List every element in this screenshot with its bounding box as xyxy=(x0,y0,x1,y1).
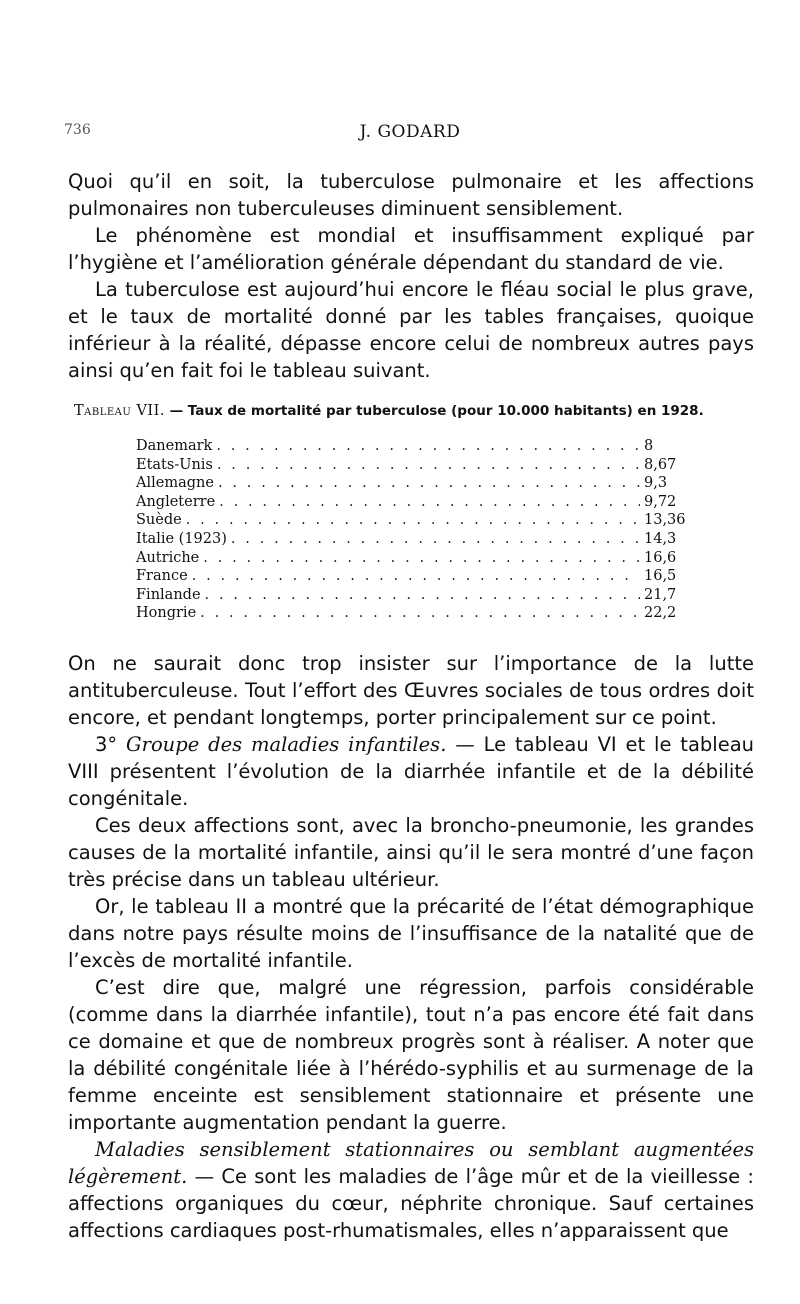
country-name: Suède xyxy=(136,512,182,529)
table-row xyxy=(136,568,714,587)
table-caption xyxy=(74,403,764,419)
paragraph-precarite: Or, le tableau II a montré que la précarité de l’état démographique dans notre pays résulte moins de l’insuffisance de la natalité que de l’excès de mortalité infantile. xyxy=(68,895,754,972)
mortality-rate: 8,67 xyxy=(644,456,677,473)
dot-leader xyxy=(217,457,640,473)
running-title: J. GODARD xyxy=(359,122,461,142)
section-number: 3° xyxy=(95,733,118,756)
dot-leader xyxy=(216,438,640,454)
mortality-rate: 21,7 xyxy=(644,586,677,603)
country-name: Danemark xyxy=(136,438,213,454)
table-row xyxy=(136,550,714,569)
mortality-rate: 16,5 xyxy=(644,568,677,585)
paragraph-maladies-stationnaires xyxy=(68,1136,754,1244)
country-name: Angleterre xyxy=(136,493,216,510)
dot-leader xyxy=(231,531,640,547)
mortality-rate: 22,2 xyxy=(644,605,677,622)
country-name: Finlande xyxy=(136,586,201,603)
section-title-stationnaires: Maladies sensiblement stationnaires ou semblant augmentées légèrement. xyxy=(68,1138,754,1188)
dot-leader xyxy=(203,550,640,566)
mortality-rate: 8 xyxy=(644,438,654,454)
dot-leader xyxy=(218,475,640,491)
running-head xyxy=(60,122,760,144)
table-label: Tableau VII. xyxy=(74,403,165,419)
dot-leader xyxy=(186,512,640,528)
country-name: France xyxy=(136,568,188,585)
intro-paragraph-3: La tuberculose est aujourd’hui encore le fléau social le plus grave, et le taux de mortalité donné par les tables françaises, quoique inférieur à la réalité, dépasse encore celui de nombreux autres pays ainsi qu’en fait foi le tableau suivant. xyxy=(68,278,754,382)
table-row xyxy=(136,605,714,624)
table-row xyxy=(136,494,714,513)
dot-leader xyxy=(205,587,640,603)
dot-leader xyxy=(200,605,640,621)
section-title-infantiles: Groupe des maladies infantiles. xyxy=(126,733,447,756)
paragraph-groupe-infantiles xyxy=(68,731,754,812)
table-title: — Taux de mortalité par tuberculose (pour 10.000 habitants) en 1928. xyxy=(169,403,704,419)
mortality-rate: 16,6 xyxy=(644,549,677,566)
dot-leader xyxy=(192,568,640,584)
table-row xyxy=(136,438,714,457)
mortality-table xyxy=(136,438,714,624)
intro-paragraph-1: Quoi qu’il en soit, la tuberculose pulmonaire et les affections pulmonaires non tuberculeuses diminuent sensiblement. xyxy=(68,170,754,220)
country-name: Allemagne xyxy=(136,475,214,492)
page-number: 736 xyxy=(64,122,91,138)
table-row xyxy=(136,587,714,606)
country-name: Italie (1923) xyxy=(136,530,227,547)
country-name: Autriche xyxy=(136,549,200,566)
paragraph-regression: C’est dire que, malgré une régression, parfois considérable (comme dans la diarrhée infantile), tout n’a pas encore été fait dans ce domaine et que de nombreux progrès sont à réaliser. A noter que la débilité congénitale liée à l’hérédo-syphilis et au surmenage de la femme enceinte est sensiblement stationnaire et présente une importante augmentation pendant la guerre. xyxy=(68,976,754,1134)
paragraph-affections: Ces deux affections sont, avec la broncho-pneumonie, les grandes causes de la mortalité infantile, ainsi qu’il le sera montré d’une façon très précise dans un tableau ultérieur. xyxy=(68,814,754,891)
main-section xyxy=(68,650,754,1244)
country-name: Hongrie xyxy=(136,605,197,622)
paragraph-lutte: On ne saurait donc trop insister sur l’importance de la lutte antituberculeuse. Tout l’effort des Œuvres sociales de tous ordres doit encore, et pendant longtemps, porter principalement sur ce point. xyxy=(68,652,754,729)
table-row xyxy=(136,457,714,476)
mortality-rate: 14,3 xyxy=(644,530,677,547)
paragraph-groupe-text: — Le tableau VI et le tableau VIII présentent l’évolution de la diarrhée infantile et de la débilité congénitale. xyxy=(68,733,755,810)
mortality-rate: 13,36 xyxy=(644,512,686,529)
table-row xyxy=(136,475,714,494)
table-row xyxy=(136,512,714,531)
dot-leader xyxy=(219,494,640,510)
intro-paragraph-2: Le phénomène est mondial et insuffisamment expliqué par l’hygiène et l’amélioration générale dépendant du standard de vie. xyxy=(68,224,754,274)
mortality-rate: 9,72 xyxy=(644,493,677,510)
paragraph-stationnaires-text: — Ce sont les maladies de l’âge mûr et de la vieillesse : affections organiques du cœur, néphrite chronique. Sauf certaines affections cardiaques post-rhumatismales, elles n’apparaissent que xyxy=(68,1165,754,1242)
table-row xyxy=(136,531,714,550)
mortality-rate: 9,3 xyxy=(644,475,668,492)
intro-section xyxy=(68,168,754,384)
country-name: Etats-Unis xyxy=(136,456,213,473)
